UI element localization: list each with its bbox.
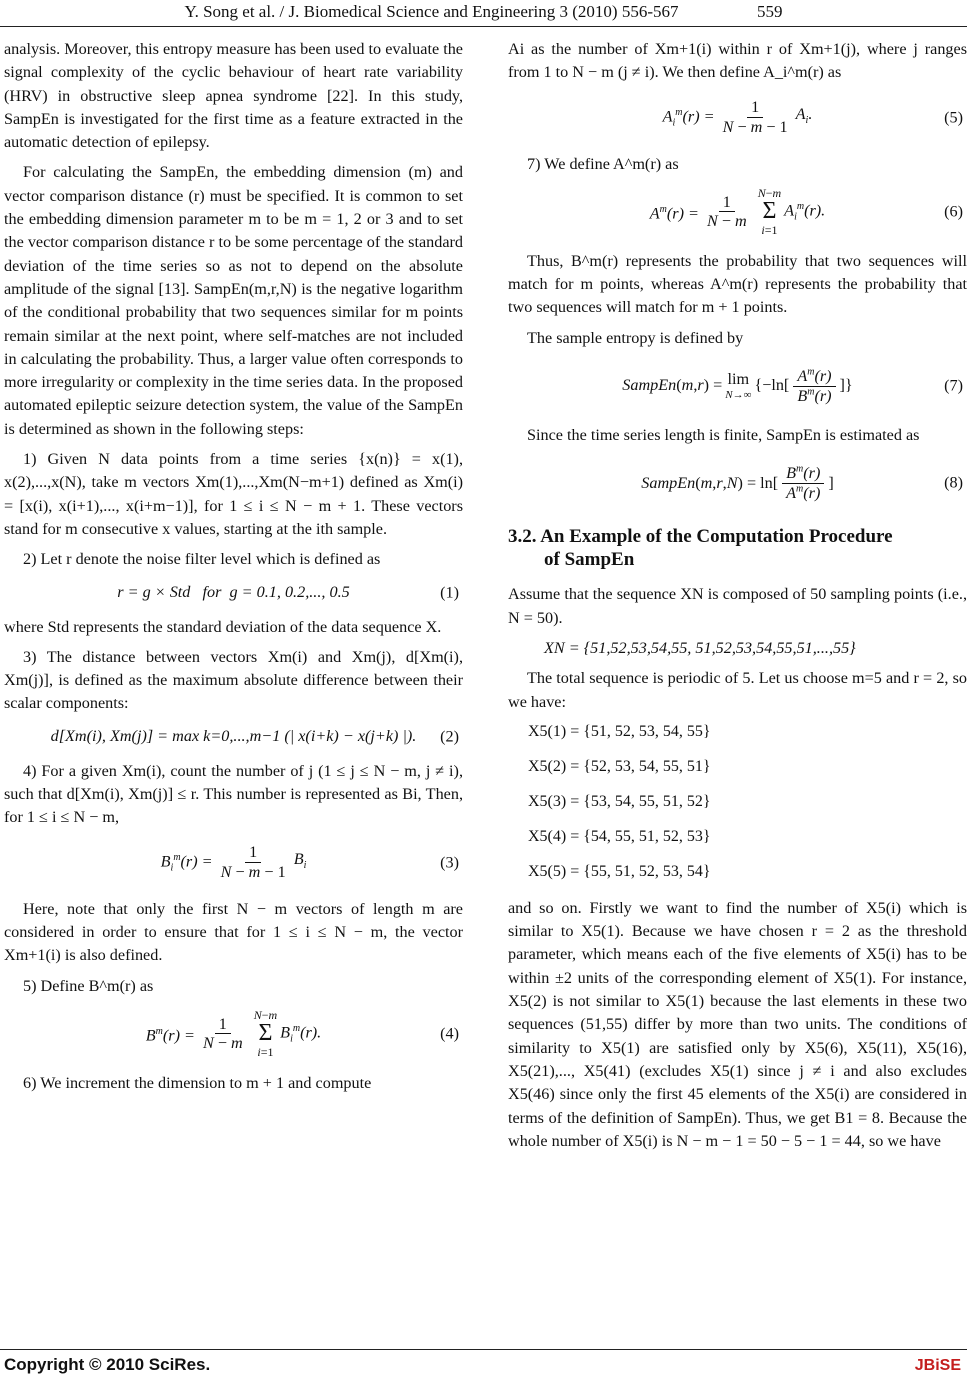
equation-1-number: (1) [440,582,459,601]
equation-4-number: (4) [440,1024,459,1043]
sequence-xn: XN = {51,52,53,54,55, 51,52,53,54,55,51,...,55} [544,638,856,657]
running-header [0,2,967,22]
estimation-paragraph: Since the time series length is finite, SampEn is estimated as [527,426,920,445]
sequence-list [528,721,967,883]
note-paragraph: Here, note that only the first N − m vectors of length m are considered in order to ensure that for 1 ≤ i ≤ N − m, the vector Xm+1(i) is also defined. [4,899,463,965]
step-7: 7) We define A^m(r) as [527,154,679,173]
sequence-line: X5(3) = {53, 54, 55, 51, 52} [528,792,711,810]
equation-1 [4,580,463,606]
step-3: 3) The distance between vectors Xm(i) and Xm(j), d[Xm(i), Xm(j)], is defined as the maximum absolute difference between their scalar components: [4,647,463,713]
sequence-line: X5(5) = {55, 51, 52, 53, 54} [528,862,711,880]
equation-2-body: d[Xm(i), Xm(j)] = max k=0,...,m−1 (| x(i+k) − x(j+k) |). [50,727,417,746]
equation-2 [4,724,463,750]
probability-paragraph: Thus, B^m(r) represents the probability that two sequences will match for m points, whereas A^m(r) represents the probability that two sequences will match for m + 1 points. [508,251,967,317]
equation-8-number: (8) [944,473,963,492]
paragraph-intro: analysis. Moreover, this entropy measure has been used to evaluate the signal complexity of the cyclic behaviour of heart rate variability (HRV) in obstructive sleep apnea syndrome [22]. In this study, SampEn is investigated for the first time as a feature extracted in the automatic detection of epilepsy. [4,40,463,152]
equation-7: SampEn ( m , r ) = lim N→∞ {−ln[ $\frac{A^m(r)}{B^m(r)}$ ]} (7) [622,366,963,405]
assume-paragraph: Assume that the sequence XN is composed of 50 sampling points (i.e., N = 50). [508,585,967,627]
right-column [508,38,967,1160]
left-column [4,38,463,1102]
step-5: 5) Define B^m(r) as [23,976,154,995]
footer-rule [0,1349,967,1350]
paragraph-sampen-params: For calculating the SampEn, the embedding dimension (m) and vector comparison distance (r) must be specified. It is common to set the embedding dimension parameter m to be m = 1, 2 or 3 and to set the vector comparison distance r to be some percentage of the standard deviation of the time series so as not to depend on the absolute amplitude of the signal [13]. SampEn(m,r,N) is the negative logarithm of the conditional probability that two sequences similar for m points remain similar at the next point, where self-matches are not included in calculating the probability. Thus, a larger value often corresponds to more irregularity or complexity in the time series data. In the proposed automated epileptic seizure detection system, the value of the SampEn is determined as shown in the following steps: [4,163,463,438]
section-title-line2: of SampEn [544,549,635,571]
equation-2-number: (2) [440,727,459,746]
journal-abbreviation: JBiSE [914,1357,961,1374]
example-paragraph: and so on. Firstly we want to find the number of X5(i) which is similar to X5(1). Because we have chosen r = 2 as the threshold parameter, which means each of the five elements of X5(i) has to be within ±2 units of the corresponding element of X5(1). For instance, X5(2) is not similar to X5(1) because the last elements in these two sequences (51,55) differ by more than two units. The conditions of similarity to X5(1) are satisfied only by X5(6), X5(11), X5(16), X5(21),..., X5(41) (excludes X5(1) since j ≠ i and also excludes X5(46) since only the first 45 elements of the X5(i) are considered in terms of the definition of SampEn). Thus, we get B1 = 8. Because the whole number of X5(i) is N − m − 1 = 50 − 5 − 1 = 44, so we have [508,898,967,1150]
a-definition: Ai as the number of Xm+1(i) within r of Xm+1(j), where j ranges from 1 to N − m (j ≠ i). We then define A_i^m(r) as [508,40,967,82]
equation-7-number: (7) [944,376,963,395]
equation-5: $A_i^m(r)$ = $\frac{1}{N - m - 1}$ $A_i$. (5) [662,98,963,137]
section-heading [508,525,967,571]
page-number: 559 [757,2,783,21]
sequence-line: X5(2) = {52, 53, 54, 55, 51} [528,757,711,775]
equation-4: $B^m(r)$ = $\frac{1}{N - m}$ N−m Σ i=1 $B_i^m(r)$. (4) [145,1008,459,1060]
std-definition: where Std represents the standard deviation of the data sequence X. [4,617,442,636]
equation-3-number: (3) [440,852,459,871]
header-text: Y. Song et al. / J. Biomedical Science and Engineering 3 (2010) 556-567 [184,2,679,21]
step-1: 1) Given N data points from a time series {x(n)} = x(1), x(2),...,x(N), take m vectors Xm(1),...,Xm(N−m+1) defined as Xm(i) = [x(i), x(i+1),..., x(i+m−1)], for 1 ≤ i ≤ N − m + 1. These vectors stand for m consecutive x values, starting at the ith sample. [4,450,463,538]
equation-3: $B_i^m(r)$ = $\frac{1}{N - m - 1}$ $B_i$ (3) [160,843,459,882]
step-4: 4) For a given Xm(i), count the number of j (1 ≤ j ≤ N − m, j ≠ i), such that d[Xm(i), Xm(j)] ≤ r. This number is represented as Bi, Then, for 1 ≤ i ≤ N − m, [4,761,463,827]
step-2: 2) Let r denote the noise filter level which is defined as [23,550,381,569]
equation-6-number: (6) [944,202,963,221]
sequence-line: X5(1) = {51, 52, 53, 54, 55} [528,722,711,740]
sequence-line: X5(4) = {54, 55, 51, 52, 53} [528,827,711,845]
equation-8: SampEn ( m , r , N ) = ln[ $\frac{B^m(r)}{A^m(r)}$ ] (8) [641,463,963,503]
header-rule [0,26,967,27]
copyright-notice: Copyright © 2010 SciRes. [4,1355,211,1374]
equation-6: $A^m(r)$ = $\frac{1}{N - m}$ N−m Σ i=1 $A_i^m(r)$. (6) [649,186,963,238]
sample-entropy-definition: The sample entropy is defined by [527,328,744,347]
periodic-paragraph: The total sequence is periodic of 5. Let us choose m=5 and r = 2, so we have: [508,669,967,711]
step-6: 6) We increment the dimension to m + 1 and compute [23,1073,372,1092]
section-title-line1: 3.2. An Example of the Computation Procedure [508,526,893,548]
equation-1-body: r = g × Std for g = 0.1, 0.2,..., 0.5 [117,582,350,601]
equation-5-number: (5) [944,107,963,126]
